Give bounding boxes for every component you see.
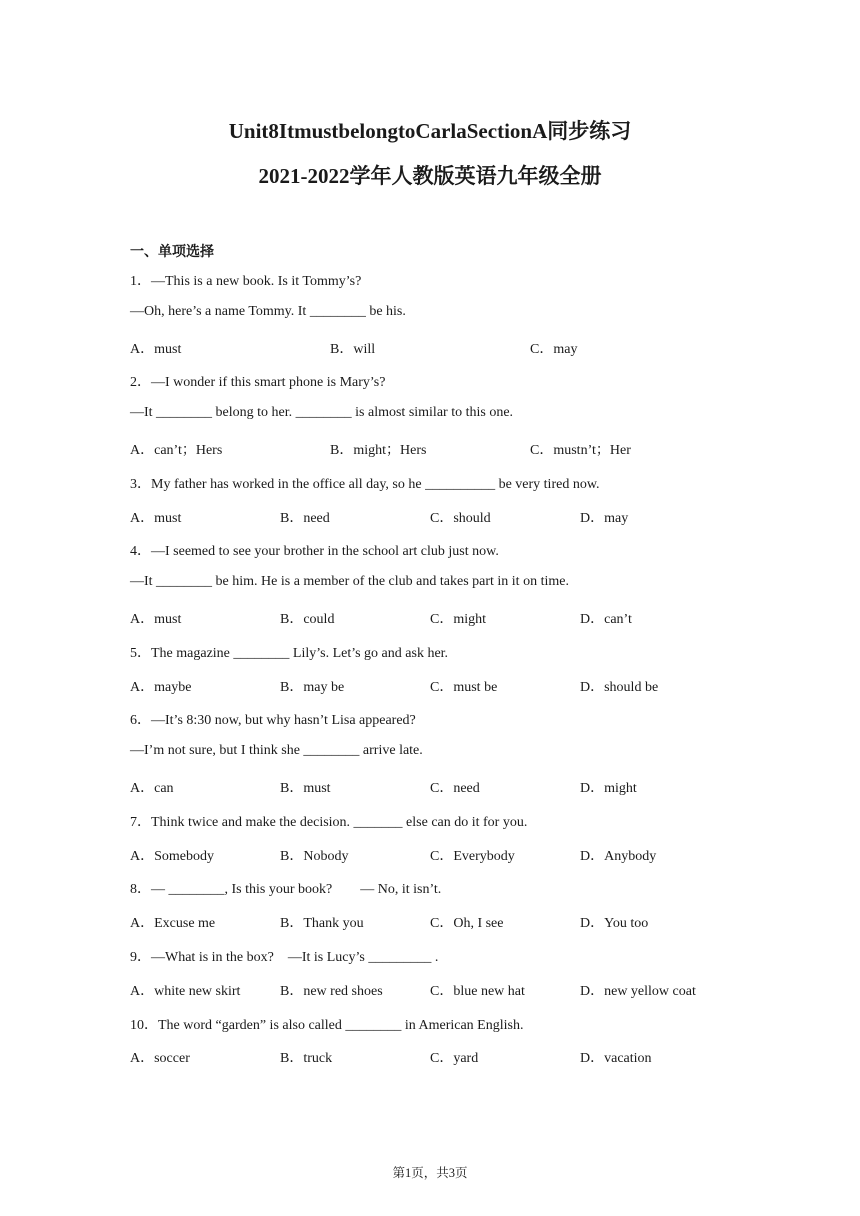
- question-stem: 1．—This is a new book. Is it Tommy’s?: [130, 274, 362, 289]
- page-footer: 第1页，共3页: [392, 1166, 468, 1180]
- answer-option: A．Excuse me: [130, 916, 216, 932]
- question-stem: 2．—I wonder if this smart phone is Mary’s?: [130, 375, 386, 391]
- answer-option: B．need: [280, 510, 330, 526]
- answer-option: B．will: [330, 341, 376, 357]
- answer-option: B．must: [280, 781, 331, 796]
- question-reply: —It ________ be him. He is a member of the club and takes part in it on time.: [130, 574, 569, 590]
- answer-option: C．Oh, I see: [430, 916, 504, 932]
- question-stem: 5．The magazine ________ Lily’s. Let’s go and ask her.: [130, 645, 449, 661]
- document-subtitle: 2021-2022学年人教版英语九年级全册: [258, 164, 602, 188]
- answer-option: B．truck: [280, 1051, 333, 1067]
- question-reply: —It ________ belong to her. ________ is almost similar to this one.: [130, 405, 514, 421]
- answer-option: B．might；Hers: [330, 443, 427, 458]
- answer-option: B．may be: [280, 679, 345, 695]
- answer-option: D．may: [580, 510, 629, 526]
- answer-option: A．must: [130, 510, 182, 526]
- answer-option: C．mustn’t；Her: [530, 443, 631, 458]
- answer-option: A．can: [130, 781, 174, 796]
- answer-option: D．vacation: [580, 1051, 652, 1067]
- question-stem: 9．—What is in the box? —It is Lucy’s _________ .: [130, 950, 439, 965]
- answer-option: C．yard: [430, 1051, 479, 1067]
- answer-option: A．must: [130, 612, 182, 627]
- answer-option: B．new red shoes: [280, 983, 383, 999]
- answer-option: B．Thank you: [280, 916, 364, 932]
- question-reply: —I’m not sure, but I think she ________ arrive late.: [130, 743, 423, 759]
- question-reply: —Oh, here’s a name Tommy. It ________ be his.: [130, 303, 406, 319]
- answer-option: C．blue new hat: [430, 983, 525, 999]
- answer-option: D．can’t: [580, 612, 632, 627]
- answer-option: A．can’t；Hers: [130, 443, 223, 458]
- answer-option: C．may: [530, 341, 578, 357]
- question-stem: 7．Think twice and make the decision. _______ else can do it for you.: [130, 814, 528, 830]
- answer-option: D．You too: [580, 916, 649, 932]
- document-title: Unit8ItmustbelongtoCarlaSectionA同步练习: [228, 119, 632, 143]
- answer-option: A．must: [130, 341, 182, 357]
- answer-option: A．Somebody: [130, 848, 214, 864]
- question-stem: 8．— ________, Is this your book? — No, it isn’t.: [130, 882, 442, 898]
- answer-option: A．maybe: [130, 679, 192, 695]
- question-stem: 3．My father has worked in the office all day, so he __________ be very tired now.: [130, 476, 600, 492]
- answer-option: A．white new skirt: [130, 983, 241, 999]
- answer-option: D．new yellow coat: [580, 983, 696, 999]
- answer-option: C．should: [430, 510, 491, 526]
- answer-option: B．Nobody: [280, 848, 349, 864]
- question-stem: 4．—I seemed to see your brother in the school art club just now.: [130, 544, 499, 560]
- answer-option: C．must be: [430, 679, 498, 695]
- section-heading: 一、单项选择: [130, 245, 214, 260]
- answer-option: C．might: [430, 612, 487, 627]
- answer-option: C．Everybody: [430, 848, 515, 864]
- answer-option: D．Anybody: [580, 848, 657, 864]
- question-stem: 6．—It’s 8:30 now, but why hasn’t Lisa appeared?: [130, 713, 416, 729]
- answer-option: C．need: [430, 781, 480, 796]
- answer-option: D．might: [580, 781, 637, 796]
- answer-option: B．could: [280, 612, 335, 627]
- answer-option: A．soccer: [130, 1051, 190, 1067]
- answer-option: D．should be: [580, 679, 659, 695]
- question-stem: 10．The word “garden” is also called ________ in American English.: [130, 1017, 524, 1033]
